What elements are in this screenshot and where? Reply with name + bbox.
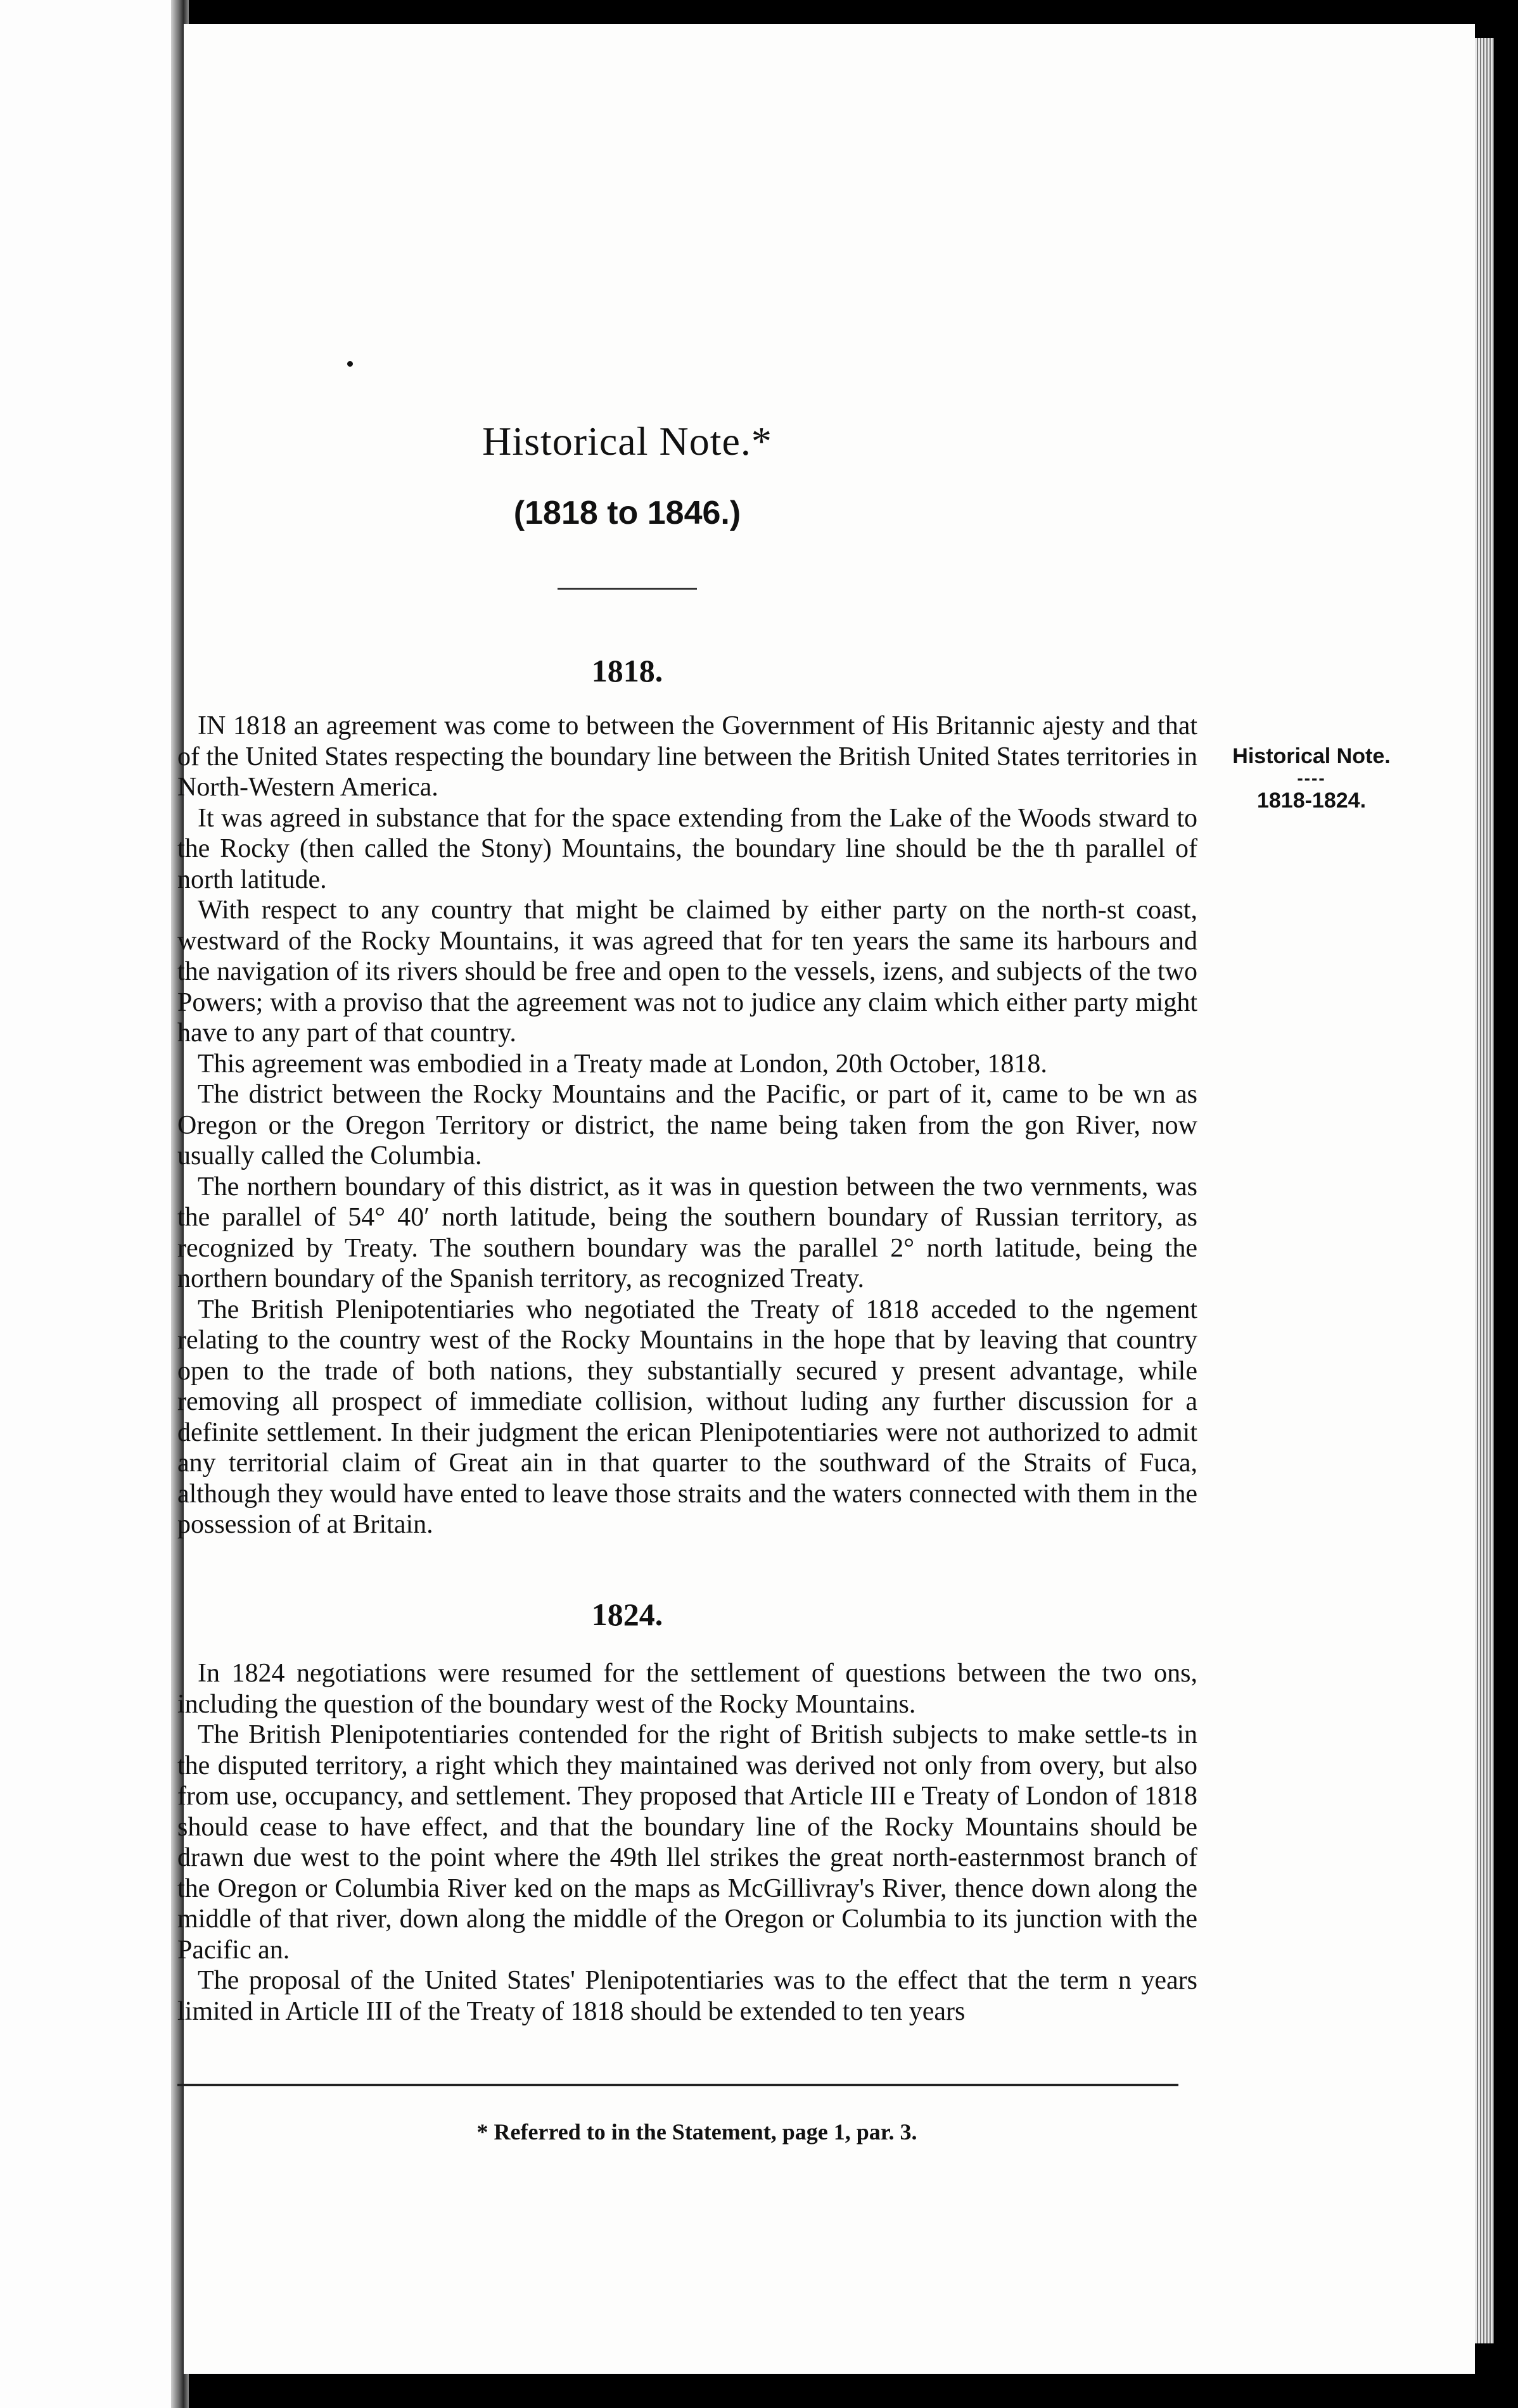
paragraph: The British Plenipotentiaries who negotiated the Treaty of 1818 acceded to the ngement relating to the country west of the Rocky Mountains in the hope that by leaving that country open to the trade of both nations, they substantially secured y present advantage, while removing all prospect of immediate collision, without luding any further discussion for a definite settlement. In their judgment the erican Plenipotentiaries were not authorized to admit any territorial claim of Great ain in that quarter to the southward of the Straits of Fuca, although they would have ented to leave those straits and the waters connected with them in the possession of at Britain. <box>177 1295 1197 1539</box>
ink-dot <box>347 361 353 367</box>
section-1824 <box>177 1658 1197 2070</box>
section-1818 <box>177 711 1197 1585</box>
page-subtitle: (1818 to 1846.) <box>513 495 741 531</box>
paragraph: It was agreed in substance that for the space extending from the Lake of the Woods stward to the Rocky (then called the Stony) Mountains, the boundary line should be the th parallel of north latitude. <box>177 803 1197 894</box>
footnote-divider <box>177 2084 1178 2086</box>
title-divider <box>558 588 697 590</box>
section-year-heading: 1818. <box>591 653 663 688</box>
paragraph: In 1824 negotiations were resumed for the settlement of questions between the two ons, including the question of the boundary west of the Rocky Mountains. <box>177 1659 1197 1719</box>
footnote: * Referred to in the Statement, page 1, par. 3. <box>476 2119 917 2145</box>
section-year-heading: 1824. <box>591 1597 663 1632</box>
paragraph: The district between the Rocky Mountains and the Pacific, or part of it, came to be wn as Oregon or the Oregon Territory or district, the name being taken from the gon River, now usually called the Columbia. <box>177 1080 1197 1170</box>
margin-note <box>1216 742 1406 814</box>
page-edges <box>1475 38 1494 2343</box>
page-title: Historical Note.* <box>482 419 772 464</box>
paragraph: With respect to any country that might be claimed by either party on the north-st coast, westward of the Rocky Mountains, it was agreed that for ten years the same its harbours and the navigation of its rivers should be free and open to the vessels, izens, and subjects of the two Powers; with a proviso that the agreement was not to judice any claim which either party might have to any part of that country. <box>177 896 1197 1048</box>
margin-note-years: 1818-1824. <box>1256 789 1367 813</box>
paragraph: The northern boundary of this district, as it was in question between the two vernments, was the parallel of 54° 40′ north latitude, being the southern boundary of Russian territory, as recognized by Treaty. The southern boundary was the parallel 2° north latitude, being the northern boundary of the Spanish territory, as recognized Treaty. <box>177 1172 1197 1293</box>
margin-note-label: Historical Note. <box>1232 744 1391 768</box>
paragraph: The British Plenipotentiaries contended for the right of British subjects to make settle-ts in the disputed territory, a right which they maintained was derived not only from overy, but also from use, occupancy, and settlement. They proposed that Article III e Treaty of London of 1818 should cease to have effect, and that the boundary line of the Rocky Mountains should be drawn due west to the point where the 49th llel strikes the great north-easternmost branch of the Oregon or Columbia River ked on the maps as McGillivray's River, thence down along the middle of that river, down along the middle of the Oregon or Columbia to its junction with the Pacific an. <box>177 1720 1197 1965</box>
left-page <box>0 0 179 2408</box>
paragraph: This agreement was embodied in a Treaty made at London, 20th October, 1818. <box>198 1049 1047 1079</box>
paragraph: The proposal of the United States' Plenipotentiaries was to the effect that the term n years limited in Article III of the Treaty of 1818 should be extended to ten years <box>177 1966 1197 2026</box>
paragraph: IN 1818 an agreement was come to between the Government of His Britannic ajesty and that of the United States respecting the boundary line between the British United States territories in North-Western America. <box>177 711 1197 802</box>
margin-note-dash: ---- <box>1297 768 1326 788</box>
